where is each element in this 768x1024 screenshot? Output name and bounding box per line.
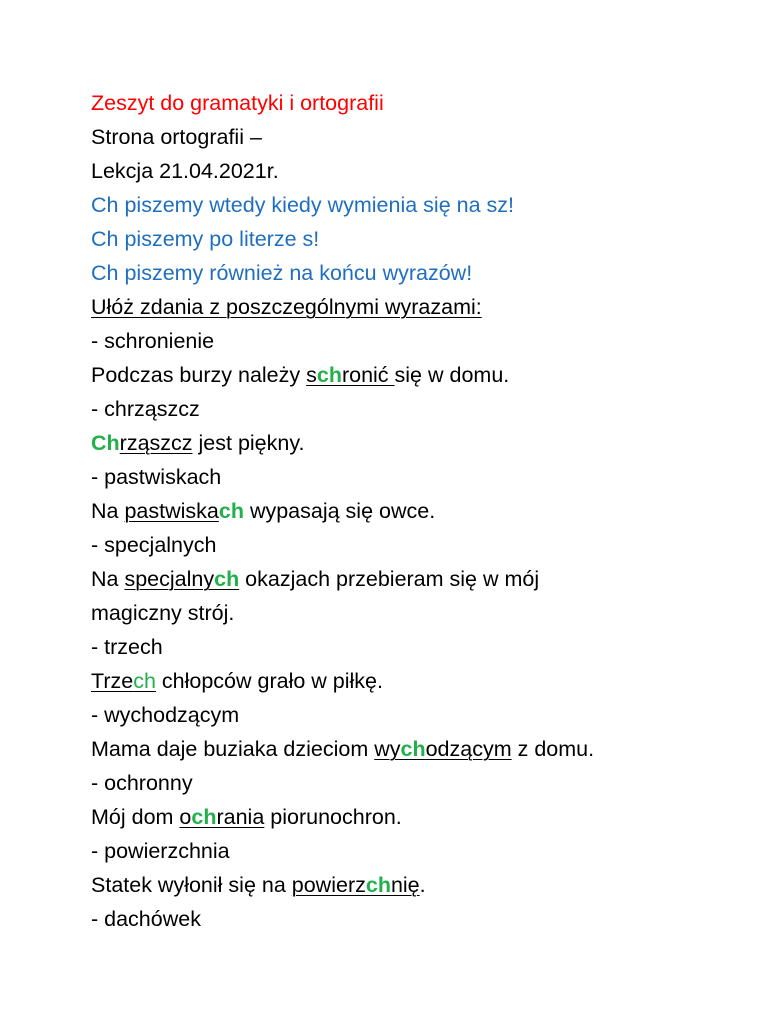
lesson-date: Lekcja 21.04.2021r. <box>91 159 279 183</box>
sentence-text: się w domu. <box>394 363 510 387</box>
sentence-text: jest piękny. <box>192 431 305 455</box>
highlight-ch: Ch <box>91 431 120 455</box>
exercise-sentence <box>91 868 731 902</box>
word-part: rania <box>216 805 265 829</box>
sentence-text: okazjach przebieram się w mój <box>239 567 540 591</box>
highlight-ch: ch <box>218 499 244 523</box>
document-page <box>91 86 731 936</box>
highlight-ch: ch <box>133 669 156 693</box>
underlined-word <box>179 805 264 829</box>
exercise-word: - dachówek <box>91 907 201 931</box>
sentence-text: Mama daje buziaka dzieciom <box>91 737 375 761</box>
rule-line: Ch piszemy po literze s! <box>91 227 320 251</box>
word-part: o <box>179 805 192 829</box>
sentence-text: wypasają się owce. <box>243 499 436 523</box>
highlight-ch: ch <box>400 737 426 761</box>
sentence-text: Na <box>91 499 125 523</box>
document-title: Zeszyt do gramatyki i ortografii <box>91 91 384 115</box>
exercise-word: - chrząszcz <box>91 397 200 421</box>
word-part: wy <box>374 737 401 761</box>
word-part: powierz <box>291 873 366 897</box>
exercise-sentence <box>91 664 731 698</box>
exercise-sentence <box>91 494 731 528</box>
highlight-ch: ch <box>191 805 217 829</box>
sentence-text: Na <box>91 567 125 591</box>
sentence-text: piorunochron. <box>264 805 402 829</box>
word-part: Trze <box>91 669 134 693</box>
exercise-word: - trzech <box>91 635 163 659</box>
exercise-word: - schronienie <box>91 329 215 353</box>
word-part: specjalny <box>124 567 215 591</box>
sentence-text: Statek wyłonił się na <box>91 873 292 897</box>
underlined-word <box>374 737 511 761</box>
exercise-word: - specjalnych <box>91 533 217 557</box>
sentence-text: Podczas burzy należy <box>91 363 307 387</box>
document-subtitle: Strona ortografii – <box>91 125 262 149</box>
underlined-word: pastwiska <box>124 499 219 523</box>
sentence-text: z domu. <box>511 737 595 761</box>
highlight-ch: ch <box>214 567 240 591</box>
highlight-ch: ch <box>316 363 342 387</box>
exercise-sentence <box>91 562 731 596</box>
exercise-sentence <box>91 732 731 766</box>
task-instruction: Ułóż zdania z poszczególnymi wyrazami: <box>91 295 482 319</box>
exercise-word: - ochronny <box>91 771 193 795</box>
word-part: odzącym <box>425 737 512 761</box>
word-part: nię <box>390 873 420 897</box>
word-part: s <box>306 363 317 387</box>
highlight-ch: ch <box>365 873 391 897</box>
underlined-word <box>292 873 420 897</box>
sentence-text: chłopców grało w piłkę. <box>155 669 383 693</box>
underlined-word <box>306 363 394 387</box>
exercise-word: - wychodzącym <box>91 703 240 727</box>
exercise-sentence <box>91 426 731 460</box>
word-part: ronić <box>341 363 395 387</box>
sentence-text: . <box>419 873 426 897</box>
exercise-sentence <box>91 358 731 392</box>
underlined-word: rząszcz <box>119 431 193 455</box>
sentence-text: Mój dom <box>91 805 180 829</box>
exercise-word: - pastwiskach <box>91 465 222 489</box>
underlined-word <box>91 669 156 693</box>
exercise-sentence <box>91 800 731 834</box>
underlined-word <box>124 567 239 591</box>
sentence-continuation: magiczny strój. <box>91 601 235 625</box>
rule-line: Ch piszemy wtedy kiedy wymienia się na sz! <box>91 193 514 217</box>
rule-line: Ch piszemy również na końcu wyrazów! <box>91 261 473 285</box>
exercise-word: - powierzchnia <box>91 839 230 863</box>
